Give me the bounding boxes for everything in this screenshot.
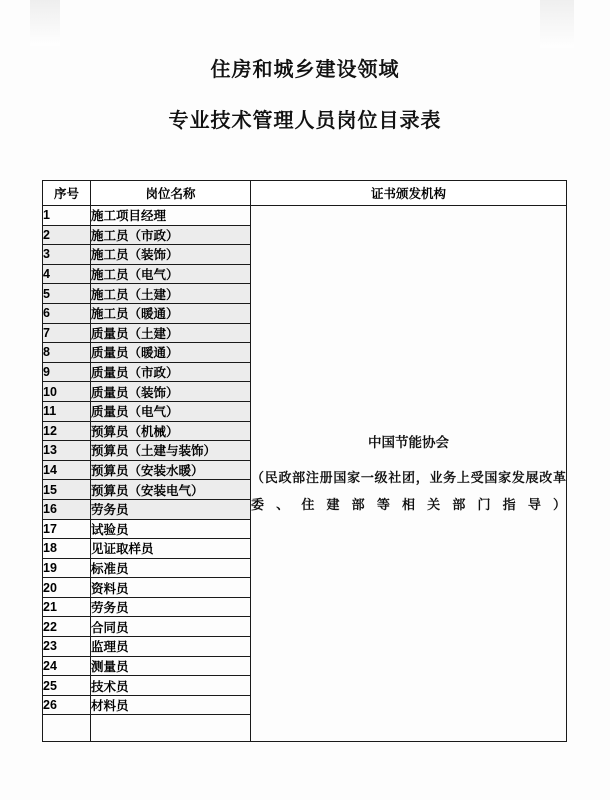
row-position-name: 施工员（装饰） [91,245,251,265]
row-number: 17 [43,519,91,539]
row-position-name: 预算员（机械） [91,421,251,441]
row-number: 8 [43,343,91,363]
row-number: 16 [43,499,91,519]
row-number: 1 [43,206,91,226]
column-header-issuing-organization: 证书颁发机构 [251,181,567,206]
row-number: 6 [43,303,91,323]
row-position-name: 质量员（市政） [91,362,251,382]
row-position-name: 劳务员 [91,597,251,617]
row-number: 19 [43,558,91,578]
row-position-name: 施工员（市政） [91,225,251,245]
row-position-name: 预算员（安装水暖） [91,460,251,480]
row-position-name: 施工员（电气） [91,264,251,284]
row-number: 25 [43,676,91,696]
row-position-name: 质量员（装饰） [91,382,251,402]
catalog-table [42,180,567,742]
row-number: 21 [43,597,91,617]
row-position-name: 标准员 [91,558,251,578]
row-number: 3 [43,245,91,265]
row-number: 11 [43,401,91,421]
row-position-name: 材料员 [91,695,251,715]
row-number: 10 [43,382,91,402]
row-position-name: 施工项目经理 [91,206,251,226]
table-header [43,181,567,206]
row-number: 20 [43,578,91,598]
row-position-name: 质量员（暖通） [91,343,251,363]
row-position-name: 预算员（土建与装饰） [91,441,251,461]
row-number: 2 [43,225,91,245]
row-position-name: 质量员（土建） [91,323,251,343]
row-number: 23 [43,637,91,657]
row-number: 13 [43,441,91,461]
document-title-line-2: 专业技术管理人员岗位目录表 [168,110,442,132]
row-position-name: 合同员 [91,617,251,637]
document-title-line-1: 住房和城乡建设领域 [210,59,400,81]
row-position-name: 施工员（土建） [91,284,251,304]
row-position-name: 预算员（安装电气） [91,480,251,500]
row-position-name: 见证取样员 [91,539,251,559]
row-number: 5 [43,284,91,304]
scan-edge-left [30,0,60,46]
issuing-organization-content [251,429,566,518]
row-position-name: 资料员 [91,578,251,598]
catalog-table-wrapper [42,180,566,742]
row-position-name: 施工员（暖通） [91,303,251,323]
row-number: 14 [43,460,91,480]
row-number: 4 [43,264,91,284]
table-body [43,206,567,742]
row-number: 26 [43,695,91,715]
row-number: 24 [43,656,91,676]
row-position-name: 测量员 [91,656,251,676]
row-number: 22 [43,617,91,637]
row-position-name: 劳务员 [91,499,251,519]
row-number: 12 [43,421,91,441]
row-number: 15 [43,480,91,500]
organization-note: （民政部注册国家一级社团，业务上受国家发展改革委、住建部等相关部门指导） [251,469,566,512]
row-number: 7 [43,323,91,343]
row-position-name: 试验员 [91,519,251,539]
row-position-name: 监理员 [91,637,251,657]
row-position-name: 质量员（电气） [91,401,251,421]
organization-name: 中国节能协会 [368,435,449,451]
row-number: 18 [43,539,91,559]
scan-edge-right [540,0,574,48]
empty-cell-name [91,715,251,742]
empty-cell-no [43,715,91,742]
issuing-organization-cell [251,206,567,742]
document-title-block [0,0,610,133]
row-number: 9 [43,362,91,382]
row-position-name: 技术员 [91,676,251,696]
table-row [43,206,567,226]
column-header-no: 序号 [43,181,91,206]
column-header-position-name: 岗位名称 [91,181,251,206]
table-header-row [43,181,567,206]
